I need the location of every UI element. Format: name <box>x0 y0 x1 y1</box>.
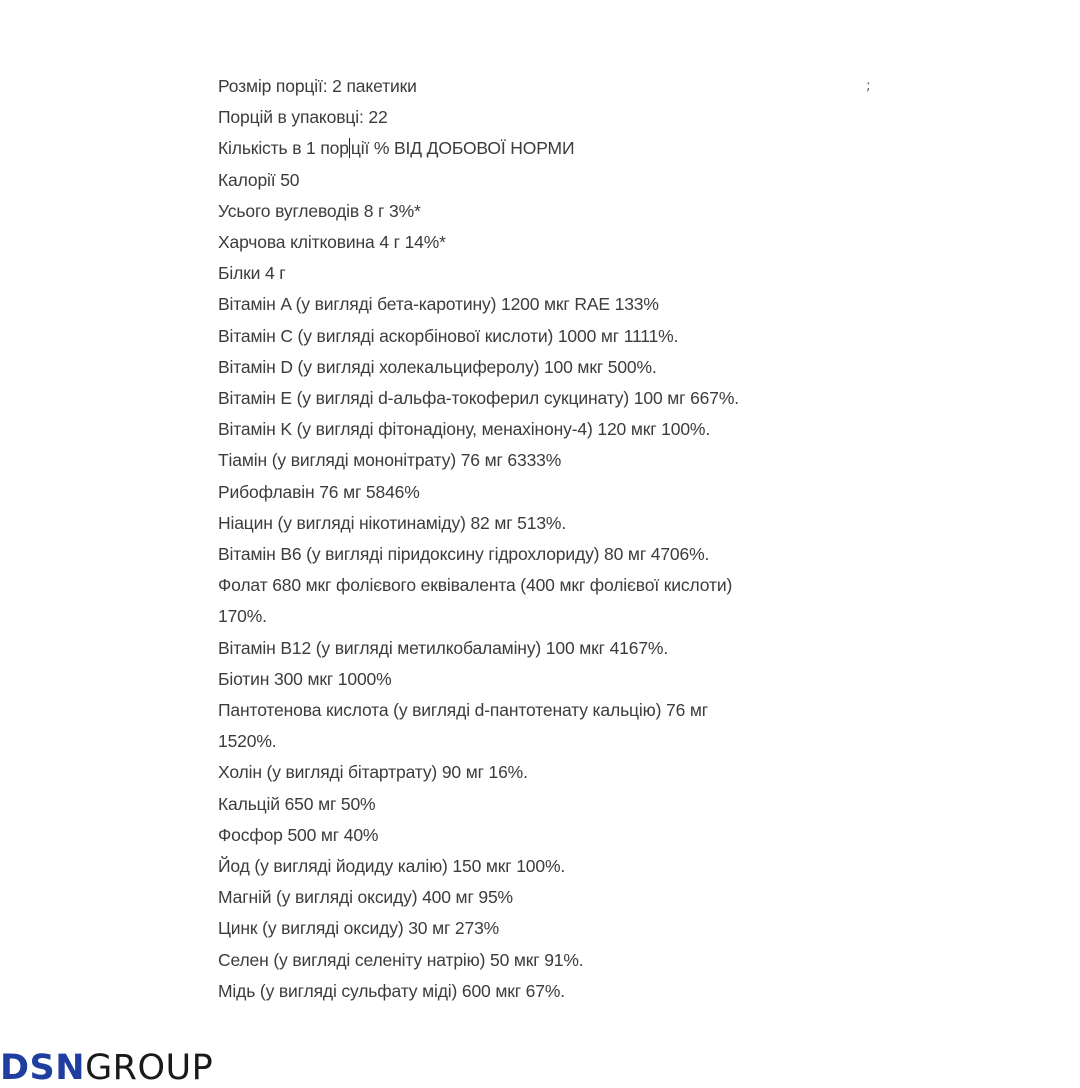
margin-marker-glyph: ; <box>866 78 871 94</box>
text-line-vitamin-k: Вітамін K (у вигляді фітонадіону, менахінону-4) 120 мкг 100%. <box>218 419 711 440</box>
document-body[interactable] <box>218 71 858 1007</box>
text-line-carbohydrates: Усього вуглеводів 8 г 3%* <box>218 200 421 221</box>
text-line-amount-header <box>218 133 858 164</box>
text-line-protein: Білки 4 г <box>218 263 286 284</box>
text-line-vitamin-a: Вітамін A (у вигляді бета-каротину) 1200 мкг RAE 133% <box>218 294 659 315</box>
text-line-folate-percent: 170%. <box>218 606 267 627</box>
text-line-pantothenic-percent: 1520%. <box>218 731 277 752</box>
text-line-selenium: Селен (у вигляді селеніту натрію) 50 мкг 91%. <box>218 949 584 970</box>
text-line-pantothenic-acid: Пантотенова кислота (у вигляді d-пантотенату кальцію) 76 мг <box>218 700 709 721</box>
text-line-choline: Холін (у вигляді бітартрату) 90 мг 16%. <box>218 762 528 783</box>
text-line-magnesium: Магній (у вигляді оксиду) 400 мг 95% <box>218 887 513 908</box>
logo-part-group: GROUP <box>85 1048 214 1088</box>
text-line-biotin: Біотин 300 мкг 1000% <box>218 668 392 689</box>
text-line-phosphorus: Фосфор 500 мг 40% <box>218 824 379 845</box>
text-line-servings-per-pack: Порцій в упаковці: 22 <box>218 107 388 128</box>
text-line-vitamin-e: Вітамін E (у вигляді d-альфа-токоферил сукцинату) 100 мг 667%. <box>218 388 739 409</box>
text-line-niacin: Ніацин (у вигляді нікотинаміду) 82 мг 513%. <box>218 512 567 533</box>
text-line-folate: Фолат 680 мкг фолієвого еквівалента (400 мкг фолієвої кислоти) <box>218 575 733 596</box>
text-line-serving-size: Розмір порції: 2 пакетики <box>218 76 417 96</box>
text-line-vitamin-c: Вітамін C (у вигляді аскорбінової кислоти) 1000 мг 1111%. <box>218 325 679 346</box>
text-line-copper: Мідь (у вигляді сульфату міді) 600 мкг 67%. <box>218 980 565 1001</box>
dsn-group-logo <box>0 1048 213 1088</box>
text-line-vitamin-b6: Вітамін B6 (у вигляді піридоксину гідрохлориду) 80 мг 4706%. <box>218 544 710 565</box>
text-line-calcium: Кальцій 650 мг 50% <box>218 793 376 814</box>
text-line-amount-header-part1: Кількість в 1 пор <box>218 138 349 159</box>
text-line-riboflavin: Рибофлавін 76 мг 5846% <box>218 481 420 502</box>
text-line-amount-header-part2: ції % ВІД ДОБОВОЇ НОРМИ <box>350 138 575 159</box>
text-line-iodine: Йод (у вигляді йодиду калію) 150 мкг 100%. <box>218 856 566 877</box>
text-line-vitamin-d: Вітамін D (у вигляді холекальциферолу) 100 мкг 500%. <box>218 356 657 377</box>
text-line-thiamine: Тіамін (у вигляді мононітрату) 76 мг 6333% <box>218 450 562 471</box>
text-line-fiber: Харчова клітковина 4 г 14%* <box>218 232 446 253</box>
text-line-vitamin-b12: Вітамін B12 (у вигляді метилкобаламіну) 100 мкг 4167%. <box>218 637 669 658</box>
text-line-zinc: Цинк (у вигляді оксиду) 30 мг 273% <box>218 918 500 939</box>
text-line-calories: Калорії 50 <box>218 169 300 190</box>
logo-part-dsn: DSN <box>0 1048 86 1088</box>
